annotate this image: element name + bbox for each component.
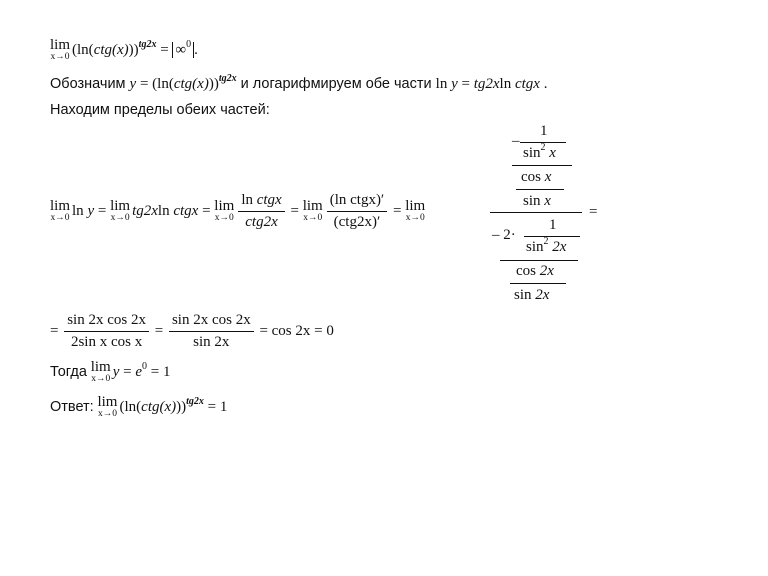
limit-operator bbox=[405, 199, 425, 224]
var-2x: 2x bbox=[539, 263, 554, 279]
limit-operator bbox=[91, 360, 111, 385]
fraction-bar bbox=[500, 260, 578, 261]
lim-word: lim bbox=[405, 198, 426, 214]
var-x: x bbox=[544, 193, 551, 209]
denominator: (ctg2x)′ bbox=[327, 211, 388, 231]
fraction-derivatives bbox=[327, 192, 388, 231]
result: = 1 bbox=[207, 398, 228, 415]
cos-x bbox=[521, 168, 551, 186]
equals-sign: = bbox=[392, 202, 402, 219]
denominator: sin 2x bbox=[169, 331, 254, 351]
equals-sign: = bbox=[50, 322, 59, 339]
ctg-x: ctg(x) bbox=[173, 76, 209, 92]
line-6-then bbox=[50, 360, 171, 385]
sin-squared-2x bbox=[526, 238, 566, 258]
lim-word: lim bbox=[50, 198, 71, 214]
expr-close: )) bbox=[208, 76, 219, 92]
fraction-bar bbox=[510, 283, 566, 284]
ctgx: ctgx bbox=[173, 202, 199, 219]
minus-sign: – bbox=[512, 133, 520, 149]
equals-sign: = bbox=[154, 322, 164, 339]
var-y: y bbox=[129, 76, 137, 92]
numerator: sin 2x cos 2x bbox=[67, 312, 146, 328]
var-2x: 2x bbox=[535, 287, 550, 303]
power-tg2x: tg2x bbox=[186, 395, 204, 407]
power-tg2x: tg2x bbox=[138, 38, 157, 50]
fraction-bar bbox=[512, 165, 572, 166]
lim-subscript: x→0 bbox=[97, 409, 117, 419]
limit-operator bbox=[50, 199, 70, 224]
sin-word: sin bbox=[514, 287, 532, 303]
denominator: ctg2x bbox=[238, 211, 284, 231]
lim-word: lim bbox=[302, 198, 323, 214]
tg2x: tg2x bbox=[132, 202, 158, 219]
cos-word: cos bbox=[516, 263, 536, 279]
var-x: x bbox=[544, 169, 552, 185]
euler-e: e bbox=[135, 363, 143, 380]
expr-close: )) bbox=[176, 398, 187, 415]
line-2-substitution bbox=[50, 75, 547, 95]
limit-operator bbox=[303, 199, 323, 224]
var-x: x bbox=[549, 145, 556, 161]
fraction-ln-ctgx-over-ctg2x bbox=[238, 192, 284, 231]
lim-word: lim bbox=[214, 198, 235, 214]
ln-word: ln bbox=[157, 202, 170, 219]
line-1-limit-statement bbox=[50, 38, 198, 63]
lim-word: lim bbox=[110, 198, 131, 214]
equals-sign: = bbox=[123, 363, 132, 380]
equals-sign: = bbox=[97, 202, 107, 219]
limit-operator bbox=[214, 199, 234, 224]
expr-open: (ln( bbox=[72, 41, 94, 58]
line-7-answer bbox=[50, 395, 227, 420]
lim-word: lim bbox=[90, 359, 111, 375]
lim-subscript: x→0 bbox=[50, 213, 70, 223]
fraction-bar bbox=[516, 189, 564, 190]
expr-open: = (ln( bbox=[139, 76, 174, 92]
numerator bbox=[238, 192, 284, 211]
expr-close: )) bbox=[128, 41, 139, 58]
power-tg2x: tg2x bbox=[218, 73, 237, 84]
text-denote: Обозначим bbox=[50, 76, 126, 92]
equals-sign: = bbox=[202, 202, 211, 219]
zero-exponent: 0 bbox=[186, 38, 192, 50]
denominator: 2sin x cos x bbox=[64, 331, 149, 351]
sin-squared-x bbox=[523, 144, 556, 164]
text-take-logarithm: и логарифмируем обе части bbox=[240, 76, 432, 92]
exponent-2: 2 bbox=[543, 236, 549, 247]
numerator: sin 2x cos 2x bbox=[171, 312, 251, 328]
minus-two: – 2· bbox=[492, 227, 516, 243]
equals-sign: = bbox=[461, 76, 470, 92]
infinity-symbol: ∞ bbox=[175, 41, 187, 58]
var-y: y bbox=[112, 363, 120, 380]
ln-word: ln bbox=[241, 192, 253, 208]
limit-operator bbox=[50, 38, 70, 63]
exponent-0: 0 bbox=[142, 360, 148, 372]
exponent-2: 2 bbox=[540, 142, 546, 153]
period: . bbox=[543, 76, 548, 92]
main-fraction-bar bbox=[490, 212, 582, 213]
fraction-bar bbox=[524, 236, 580, 237]
ln-word: ln bbox=[499, 76, 512, 92]
var-y: y bbox=[451, 76, 458, 92]
limit-operator bbox=[97, 395, 117, 420]
lim-subscript: x→0 bbox=[110, 213, 130, 223]
ln-word: ln bbox=[72, 202, 84, 219]
line-3-find-limits bbox=[50, 101, 270, 119]
fraction-sin2x-cos2x-over-2sinx-cosx bbox=[64, 312, 149, 351]
lim-subscript: x→0 bbox=[303, 213, 323, 223]
ctg-x: ctg(x) bbox=[93, 41, 129, 58]
sin-x bbox=[523, 192, 551, 210]
lim-subscript: x→0 bbox=[405, 213, 425, 223]
ctg-x: ctg(x) bbox=[141, 398, 177, 415]
indeterminate-form bbox=[172, 38, 194, 58]
ctgx: ctgx bbox=[514, 76, 540, 92]
equals-sign: = bbox=[160, 41, 169, 58]
cos-2x bbox=[516, 262, 554, 280]
numerator-one: 1 bbox=[549, 217, 557, 233]
main-equation bbox=[50, 192, 427, 231]
numerator: (ln ctgx)′ bbox=[329, 192, 385, 208]
lim-subscript: x→0 bbox=[91, 374, 111, 384]
lim-subscript: x→0 bbox=[214, 213, 234, 223]
lim-subscript: x→0 bbox=[50, 52, 70, 62]
line-5-simplification bbox=[50, 312, 334, 351]
text-find-limits: Находим пределы обеих частей: bbox=[50, 102, 270, 118]
text-then: Тогда bbox=[50, 363, 87, 380]
sin-word: sin bbox=[523, 145, 541, 161]
result: = 1 bbox=[150, 363, 171, 380]
var-2x: 2x bbox=[552, 239, 567, 255]
expr-open: (ln( bbox=[119, 398, 142, 415]
cos-word: cos bbox=[521, 169, 541, 185]
equals-sign: = bbox=[589, 204, 598, 220]
ln-word: ln bbox=[435, 76, 448, 92]
numerator-one: 1 bbox=[540, 123, 548, 139]
tg2x: tg2x bbox=[473, 76, 500, 92]
equals-sign: = bbox=[290, 202, 299, 219]
lim-word: lim bbox=[50, 37, 71, 53]
limit-operator bbox=[110, 199, 130, 224]
sin-word: sin bbox=[523, 193, 541, 209]
ctgx: ctgx bbox=[256, 192, 282, 208]
sin-word: sin bbox=[526, 239, 544, 255]
period: . bbox=[194, 41, 198, 58]
var-y: y bbox=[87, 202, 95, 219]
sin-2x bbox=[514, 286, 549, 304]
text-answer: Ответ: bbox=[50, 398, 94, 415]
fraction-sin2x-cos2x-over-sin2x bbox=[169, 312, 254, 351]
result-cos2x-zero: = cos 2x = 0 bbox=[259, 322, 334, 339]
lim-word: lim bbox=[97, 394, 118, 410]
